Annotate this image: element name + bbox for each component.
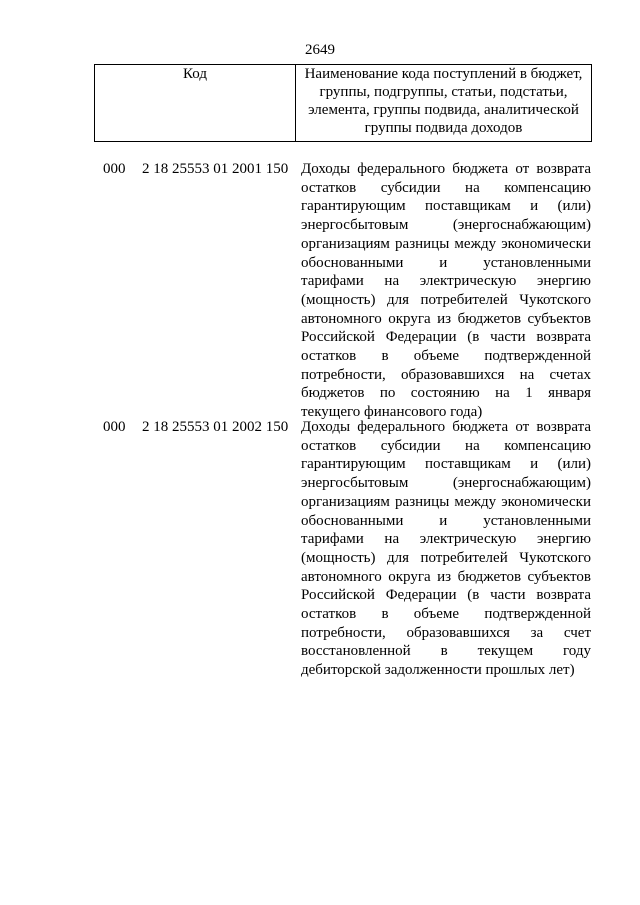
page-number: 2649 xyxy=(305,42,335,58)
header-name-column: Наименование кода поступлений в бюджет, группы, подгруппы, статьи, подстатьи, элемента, группы подвида, аналитической группы подвида доходов xyxy=(304,66,583,136)
revenue-description: Доходы федерального бюджета от возврата остатков субсидии на компенсацию гарантирующим поставщикам и (или) энергосбытовым (энергоснабжающим) организациям разницы между экономически обоснованными и установленными тарифами на электрическую энергию (мощность) для потребителей Чукотского автономного округа из бюджетов субъектов Российской Федерации (в части возврата остатков в объеме подтвержденной потребности, образовавшихся за счет восстановленной в текущем году дебиторской задолженности прошлых лет) xyxy=(301,419,591,679)
header-code-column: Код xyxy=(95,65,296,141)
revenue-description: Доходы федерального бюджета от возврата остатков субсидии на компенсацию гарантирующим поставщикам и (или) энергосбытовым (энергоснабжающим) организациям разницы между экономически обоснованными и установленными тарифами на электрическую энергию (мощность) для потребителей Чукотского автономного округа из бюджетов субъектов Российской Федерации (в части возврата остатков в объеме подтвержденной потребности, образовавшихся на счетах бюджетов по состоянию на 1 января текущего финансового года) xyxy=(301,161,591,421)
admin-code: 000 xyxy=(103,419,126,435)
admin-code: 000 xyxy=(103,161,126,177)
table-header xyxy=(94,64,592,142)
revenue-code: 2 18 25553 01 2002 150 xyxy=(142,419,289,435)
revenue-code: 2 18 25553 01 2001 150 xyxy=(142,161,289,177)
